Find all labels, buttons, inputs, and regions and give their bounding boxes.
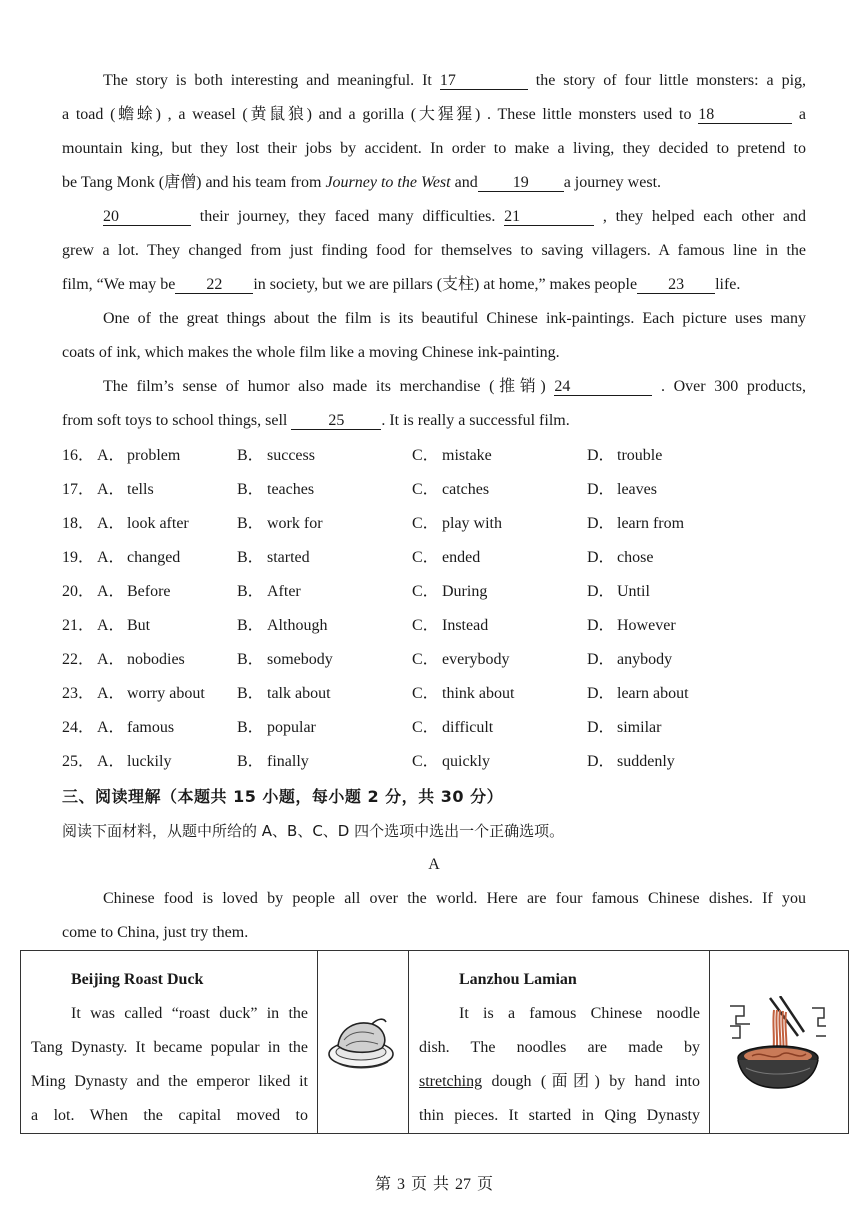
- option-c[interactable]: C． ended: [412, 549, 481, 566]
- section-instruction: 阅读下面材料，从题中所给的 A、B、C、D 四个选项中选出一个正确选项。: [62, 822, 565, 840]
- passage-line: coats of ink, which makes the whole film like a moving Chinese ink-painting.: [62, 344, 560, 361]
- blank-23: 23: [637, 276, 715, 294]
- passage-line: be Tang Monk (唐僧) and his team from Journey to the West and 19 a journey west.: [62, 174, 662, 191]
- option-c[interactable]: C． quickly: [412, 753, 490, 770]
- blank-25: 25: [291, 412, 381, 430]
- book-title: Journey to the West: [325, 174, 451, 191]
- option-a[interactable]: A． luckily: [97, 753, 172, 770]
- passage-line: grew a lot. They changed from just finding food for themselves to saving villagers. A famous line in the: [62, 242, 806, 259]
- question-number: 22．: [62, 651, 95, 668]
- question-row: [62, 582, 822, 602]
- question-row: [62, 684, 822, 704]
- page-number: 3: [396, 1176, 405, 1193]
- option-c[interactable]: C． play with: [412, 515, 502, 532]
- question-row: [62, 446, 822, 466]
- blank-22: 22: [175, 276, 253, 294]
- page-footer: 第 3 页 共 27 页: [374, 1176, 494, 1193]
- option-a[interactable]: A． problem: [97, 447, 181, 464]
- option-a[interactable]: A． changed: [97, 549, 181, 566]
- option-d[interactable]: D． leaves: [587, 481, 657, 498]
- blank-24: 24: [554, 378, 652, 396]
- option-c[interactable]: C． everybody: [412, 651, 510, 668]
- option-a[interactable]: A． Before: [97, 583, 171, 600]
- option-b[interactable]: B． After: [237, 583, 301, 600]
- blank-17: 17: [440, 72, 528, 90]
- passage-line: a toad (蟾蜍) , a weasel (黄鼠狼) and a gorilla (大猩猩) . These little monsters used to 18 a: [62, 106, 807, 123]
- question-number: 18．: [62, 515, 95, 532]
- option-d[interactable]: D． learn about: [587, 685, 689, 702]
- option-b[interactable]: B． popular: [237, 719, 316, 736]
- passage-line: The story is both interesting and meaningful. It 17 the story of four little monsters: a pig,: [103, 72, 807, 89]
- total-pages: 27: [455, 1176, 472, 1193]
- option-d[interactable]: D． However: [587, 617, 676, 634]
- option-c[interactable]: C． During: [412, 583, 488, 600]
- question-number: 23．: [62, 685, 95, 702]
- dish-text-line: a lot. When the capital moved to: [31, 1107, 308, 1124]
- roast-duck-image-cell: [318, 951, 409, 1134]
- question-number: 21．: [62, 617, 95, 634]
- question-row: [62, 650, 822, 670]
- passage-part-label: A: [428, 856, 440, 873]
- question-row: [62, 616, 822, 636]
- blank-19: 19: [478, 174, 564, 192]
- blank-20: 20: [103, 208, 191, 226]
- passage-line: The film’s sense of humor also made its merchandise (推销) 24 . Over 300 products,: [103, 378, 806, 395]
- option-a[interactable]: A． nobodies: [97, 651, 185, 668]
- question-row: [62, 718, 822, 738]
- question-row: [62, 752, 822, 772]
- dish-text-line: It is a famous Chinese noodle: [459, 1005, 700, 1022]
- section-heading: 三、阅读理解（本题共 15 小题，每小题 2 分，共 30 分）: [62, 787, 504, 806]
- option-c[interactable]: C． think about: [412, 685, 515, 702]
- passage-line: 20 their journey, they faced many difficulties. 21 , they helped each other and: [103, 208, 807, 225]
- option-b[interactable]: B． finally: [237, 753, 309, 770]
- option-a[interactable]: A． But: [97, 617, 151, 634]
- option-b[interactable]: B． success: [237, 447, 315, 464]
- option-d[interactable]: D． similar: [587, 719, 662, 736]
- option-d[interactable]: D． trouble: [587, 447, 663, 464]
- option-c[interactable]: C． difficult: [412, 719, 494, 736]
- question-number: 16．: [62, 447, 95, 464]
- option-a[interactable]: A． worry about: [97, 685, 205, 702]
- option-b[interactable]: B． somebody: [237, 651, 333, 668]
- dish-card-roast-duck: [21, 951, 318, 1134]
- option-c[interactable]: C． mistake: [412, 447, 492, 464]
- blank-21: 21: [504, 208, 594, 226]
- intro-line: Chinese food is loved by people all over the world. Here are four famous Chinese dishes. If you: [103, 890, 806, 907]
- dish-text-line: Tang Dynasty. It became popular in the: [31, 1039, 308, 1056]
- question-number: 24．: [62, 719, 95, 736]
- dish-table: [20, 950, 849, 1134]
- option-a[interactable]: A． tells: [97, 481, 154, 498]
- option-b[interactable]: B． talk about: [237, 685, 331, 702]
- option-a[interactable]: A． famous: [97, 719, 175, 736]
- option-a[interactable]: A． look after: [97, 515, 189, 532]
- roast-duck-icon: [326, 1006, 396, 1076]
- option-d[interactable]: D． chose: [587, 549, 654, 566]
- dish-text-line: It was called “roast duck” in the: [71, 1005, 308, 1022]
- option-b[interactable]: B． teaches: [237, 481, 315, 498]
- lamian-image-cell: [710, 951, 849, 1134]
- dish-text-line: dish. The noodles are made by: [419, 1039, 700, 1056]
- passage-line: film, “We may be 22 in society, but we are pillars (支柱) at home,” makes people 23 life.: [62, 276, 741, 293]
- passage-line: from soft toys to school things, sell 25 . It is really a successful film.: [62, 412, 570, 429]
- blank-18: 18: [698, 106, 792, 124]
- dish-text-line: Ming Dynasty and the emperor liked it: [31, 1073, 308, 1090]
- passage-line: One of the great things about the film is its beautiful Chinese ink-paintings. Each picture uses many: [103, 310, 806, 327]
- option-d[interactable]: D． Until: [587, 583, 650, 600]
- dish-title: Lanzhou Lamian: [459, 971, 577, 988]
- dish-text-line: stretching dough (面团) by hand into: [419, 1073, 700, 1090]
- question-row: [62, 548, 822, 568]
- passage-line: mountain king, but they lost their jobs by accident. In order to make a living, they decided to pretend to: [62, 140, 806, 157]
- option-b[interactable]: B． Although: [237, 617, 328, 634]
- intro-line: come to China, just try them.: [62, 924, 249, 941]
- dish-card-lamian: [409, 951, 710, 1134]
- option-c[interactable]: C． Instead: [412, 617, 489, 634]
- option-d[interactable]: D． learn from: [587, 515, 685, 532]
- question-number: 17．: [62, 481, 95, 498]
- noodle-bowl-icon: [728, 996, 828, 1091]
- question-row: [62, 514, 822, 534]
- option-c[interactable]: C． catches: [412, 481, 490, 498]
- option-d[interactable]: D． suddenly: [587, 753, 675, 770]
- question-number: 19．: [62, 549, 95, 566]
- dish-title: Beijing Roast Duck: [71, 971, 204, 988]
- option-b[interactable]: B． work for: [237, 515, 323, 532]
- option-d[interactable]: D． anybody: [587, 651, 673, 668]
- question-number: 20．: [62, 583, 95, 600]
- question-row: [62, 480, 822, 500]
- underlined-word: stretching: [419, 1073, 483, 1090]
- dish-text-line: thin pieces. It started in Qing Dynasty: [419, 1107, 700, 1124]
- option-b[interactable]: B． started: [237, 549, 310, 566]
- question-number: 25．: [62, 753, 95, 770]
